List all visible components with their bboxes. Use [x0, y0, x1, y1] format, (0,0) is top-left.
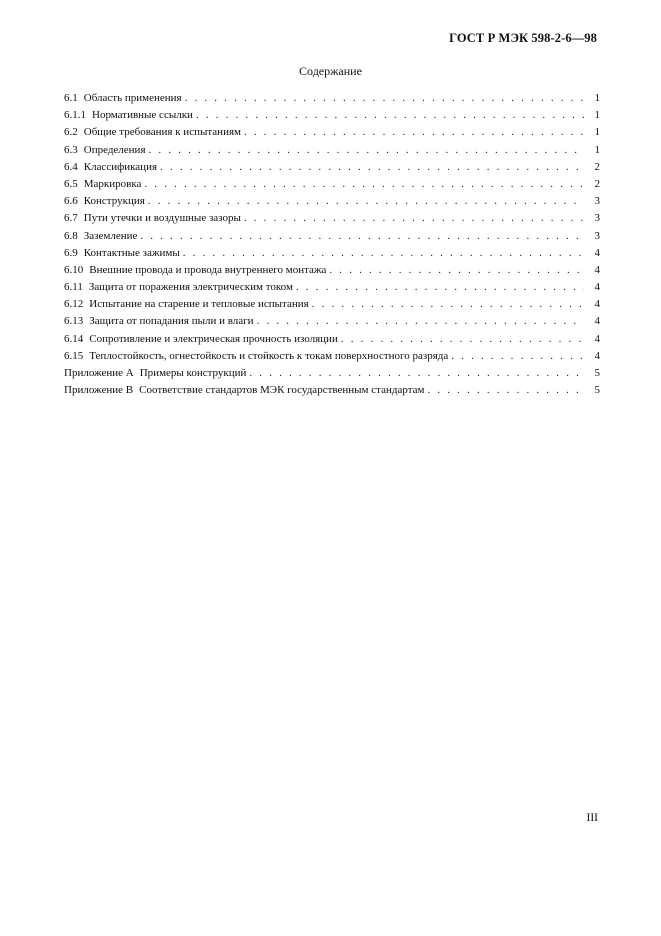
- toc-leader-dots: [244, 126, 584, 138]
- toc-entry-number: 6.3: [64, 143, 78, 156]
- toc-entry-label: Определения: [83, 143, 146, 156]
- toc-entry-label: Защита от попадания пыли и влаги: [89, 315, 254, 328]
- toc-entry-page: 4: [594, 263, 600, 276]
- toc-entry-number: 6.12: [64, 298, 84, 311]
- toc-entry-label: Внешние провода и провода внутреннего монтажа: [89, 263, 327, 276]
- toc-entry-number: 6.9: [64, 246, 78, 259]
- toc-leader-dots: [244, 212, 584, 224]
- toc-leader-dots: [183, 247, 584, 259]
- toc-entry-label: Общие требования к испытаниям: [83, 126, 241, 139]
- toc-entry-number: 6.10: [64, 263, 84, 276]
- toc-leader-dots: [427, 384, 584, 396]
- toc-entry-page: 4: [594, 332, 600, 345]
- toc-entry[interactable]: [64, 144, 600, 161]
- toc-entry[interactable]: [64, 264, 600, 281]
- toc-entry-number: 6.4: [64, 160, 78, 173]
- toc-leader-dots: [312, 298, 584, 310]
- toc-leader-dots: [451, 350, 584, 362]
- toc-entry-page: 2: [594, 160, 600, 173]
- toc-entry-label: Заземление: [83, 229, 138, 242]
- toc-leader-dots: [196, 109, 584, 121]
- toc-entry-number: 6.13: [64, 315, 84, 328]
- toc-entry-page: 1: [594, 143, 600, 156]
- toc-leader-dots: [149, 144, 584, 156]
- toc-entry-page: 1: [594, 109, 600, 122]
- toc-entry-page: 5: [594, 384, 600, 397]
- toc-entry-page: 2: [594, 177, 600, 190]
- toc-entry-label: Конструкция: [83, 195, 145, 208]
- toc-entry-page: 3: [594, 229, 600, 242]
- toc-entry[interactable]: [64, 298, 600, 315]
- document-code: ГОСТ Р МЭК 598-2-6—98: [449, 31, 597, 45]
- toc-entry-label: Защита от поражения электрическим током: [88, 281, 293, 294]
- toc-entry[interactable]: [64, 126, 600, 143]
- toc-entry-label: Теплостойкость, огнестойкость и стойкость к токам поверхностного разряда: [89, 349, 449, 362]
- toc-entry-label: Контактные зажимы: [83, 246, 180, 259]
- toc-entry[interactable]: [64, 384, 600, 401]
- toc-entry-number: 6.14: [64, 332, 84, 345]
- toc-entry-label: Нормативные ссылки: [92, 109, 193, 122]
- toc-entry-number: 6.11: [64, 281, 83, 294]
- toc-entry[interactable]: [64, 315, 600, 332]
- page-number: III: [586, 812, 598, 824]
- toc-entry[interactable]: [64, 178, 600, 195]
- toc-entry-page: 5: [594, 367, 600, 379]
- toc-entry-label: Пути утечки и воздушные зазоры: [83, 212, 241, 225]
- toc-leader-dots: [160, 161, 584, 173]
- toc-entry[interactable]: [64, 333, 600, 350]
- toc-entry-page: 1: [594, 92, 600, 104]
- toc-entry-page: 3: [594, 195, 600, 208]
- toc-entry[interactable]: [64, 281, 600, 298]
- toc-entry[interactable]: [64, 350, 600, 367]
- toc-entry-number: 6.1.1: [64, 109, 86, 122]
- toc-entry-page: 4: [594, 315, 600, 328]
- toc-leader-dots: [249, 367, 584, 379]
- toc-leader-dots: [329, 264, 584, 276]
- toc-leader-dots: [257, 315, 584, 327]
- toc-entry-label: Сопротивление и электрическая прочность изоляции: [89, 332, 338, 345]
- toc-entry-label: Классификация: [83, 160, 158, 173]
- toc-leader-dots: [144, 178, 584, 190]
- toc-entry-page: 4: [594, 246, 600, 259]
- toc-entry-number: 6.2: [64, 126, 78, 139]
- toc-entry[interactable]: [64, 161, 600, 178]
- toc-entry-number: 6.8: [64, 229, 78, 242]
- toc-entry-label: Маркировка: [83, 177, 142, 190]
- toc-entry-number: 6.15: [64, 349, 84, 362]
- toc-entry-page: 4: [594, 281, 600, 294]
- toc-entry-number: 6.5: [64, 177, 78, 190]
- toc-entry-page: 3: [594, 212, 600, 225]
- toc-entry-label: Область применения: [83, 92, 182, 104]
- table-of-contents: [64, 92, 600, 401]
- toc-entry-number: 6.7: [64, 212, 78, 225]
- toc-entry-label: Примеры конструкций: [139, 367, 247, 379]
- toc-leader-dots: [148, 195, 584, 207]
- toc-entry[interactable]: [64, 247, 600, 264]
- toc-entry[interactable]: [64, 230, 600, 247]
- toc-entry-number: Приложение В: [64, 384, 134, 397]
- toc-entry-number: Приложение А: [64, 367, 134, 379]
- toc-entry-page: 1: [594, 126, 600, 139]
- toc-leader-dots: [140, 230, 584, 242]
- toc-entry-number: 6.1: [64, 92, 78, 104]
- toc-entry-page: 4: [594, 298, 600, 311]
- toc-entry[interactable]: [64, 195, 600, 212]
- toc-leader-dots: [341, 333, 584, 345]
- toc-entry[interactable]: [64, 92, 600, 109]
- toc-entry-page: 4: [594, 349, 600, 362]
- toc-entry[interactable]: [64, 367, 600, 384]
- toc-title: Содержание: [299, 64, 362, 78]
- toc-entry-label: Соответствие стандартов МЭК государственным стандартам: [139, 384, 425, 397]
- toc-entry-number: 6.6: [64, 195, 78, 208]
- toc-entry[interactable]: [64, 212, 600, 229]
- toc-leader-dots: [296, 281, 584, 293]
- toc-entry[interactable]: [64, 109, 600, 126]
- toc-leader-dots: [185, 92, 584, 104]
- toc-entry-label: Испытание на старение и тепловые испытания: [89, 298, 309, 311]
